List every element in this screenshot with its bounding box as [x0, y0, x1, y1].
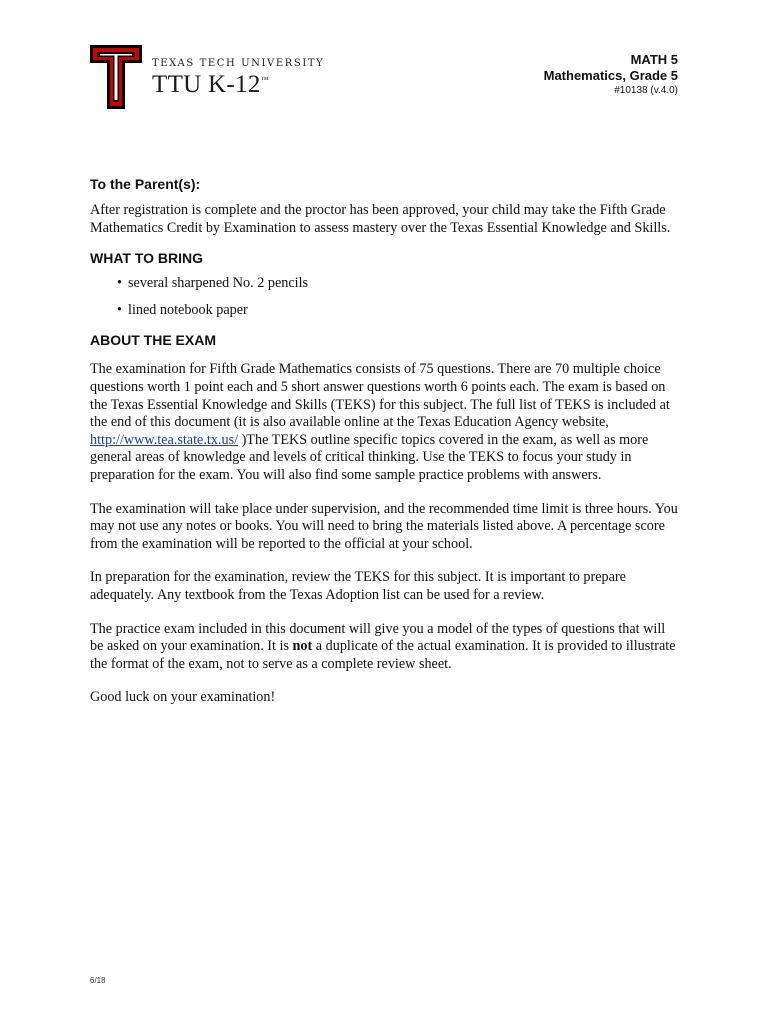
- bullet-icon: •: [117, 275, 122, 292]
- course-name: Mathematics, Grade 5: [543, 68, 678, 83]
- bullet-icon: •: [117, 301, 122, 318]
- tea-website-link[interactable]: http://www.tea.state.tx.us/: [90, 431, 239, 448]
- list-item: • lined notebook paper: [117, 301, 248, 318]
- about-paragraph-4: The practice exam included in this document will give you a model of the types of questions that will be asked on your examination. It is not a duplicate of the actual examination. It is provided to illustrate the format of the exam, not to serve as a complete review sheet.: [90, 620, 676, 672]
- trademark-mark: ™: [260, 75, 269, 84]
- university-name: TEXAS TECH UNIVERSITY: [152, 58, 325, 69]
- footer-date: 6/18: [90, 976, 106, 985]
- closing-line: Good luck on your examination!: [90, 689, 276, 706]
- course-header: [544, 52, 678, 97]
- texas-tech-double-t-logo: [90, 45, 142, 109]
- about-paragraph-2: The examination will take place under supervision, and the recommended time limit is three hours. You may not use any notes or books. You will need to bring the materials listed above. A percentage score from the examination will be reported to the official at your school.: [90, 500, 678, 552]
- list-item: • several sharpened No. 2 pencils: [117, 275, 309, 292]
- course-code: MATH 5: [630, 52, 678, 67]
- what-to-bring-heading: WHAT TO BRING: [90, 250, 204, 267]
- intro-paragraph: After registration is complete and the proctor has been approved, your child may take the Fifth Grade Mathematics Credit by Examination to assess mastery over the Texas Essential Knowledge and Skills.: [90, 202, 671, 236]
- course-number: #10138 (v.4.0): [614, 85, 678, 96]
- logo-wordmark: [152, 58, 324, 99]
- program-name: TTU K-12™: [152, 71, 269, 98]
- about-paragraph-3: In preparation for the examination, review the TEKS for this subject. It is important to prepare adequately. Any textbook from the Texas Adoption list can be used for a review.: [90, 569, 626, 603]
- about-exam-heading: ABOUT THE EXAM: [90, 332, 216, 349]
- about-paragraph-1: The examination for Fifth Grade Mathematics consists of 75 questions. There are 70 multiple choice questions worth 1 point each and 5 short answer questions worth 6 points each. The exam is based on the Texas Essential Knowledge and Skills (TEKS) for this subject. The full list of TEKS is included at the end of this document (it is also available online at the Texas Education Agency website, http://www.tea.state.tx.us/ )The TEKS outline specific topics covered in the exam, as well as more general areas of knowledge and levels of critical thinking. Use the TEKS to focus your study in preparation for the exam. You will also find some sample practice problems with answers.: [90, 361, 670, 483]
- letter-body: [90, 175, 680, 723]
- greeting-heading: To the Parent(s):: [90, 176, 201, 192]
- what-to-bring-list: [90, 275, 680, 319]
